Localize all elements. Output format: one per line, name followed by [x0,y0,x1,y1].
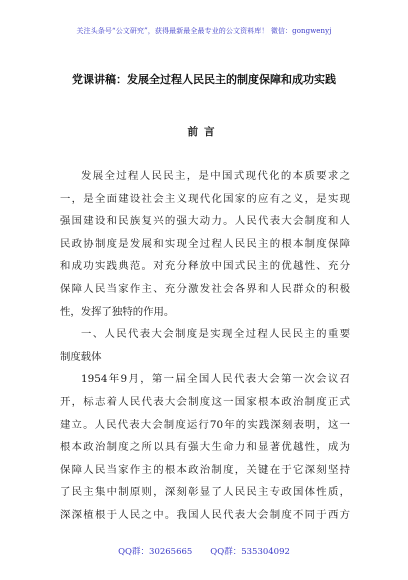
paragraph-line: 了民主集中制原则，深刻彰显了人民民主专政国体性质， [60,486,350,499]
paragraph-line: 发展全过程人民民主，是中国式现代化的本质要求之 [81,170,350,182]
paragraph-line: 开，标志着人民代表大会制度这一国家根本政治制度正式 [60,395,350,408]
subheading-line: 制度载体 [60,350,102,363]
body-text [60,165,350,527]
paragraph-line: 一，是全面建设社会主义现代化国家的应有之义，是实现 [60,192,350,205]
document-title: 党课讲稿：发展全过程人民民主的制度保障和成功实践 [72,73,336,86]
footer [0,545,408,557]
paragraph-line: 保障人民当家作主的根本政治制度，关键在于它深刻坚持 [60,463,350,476]
paragraph-line: 1954年9月，第一届全国人民代表大会第一次会议召 [81,373,350,386]
paragraph-line: 强国建设和民族复兴的强大动力。人民代表大会制度和人 [60,215,350,228]
header-banner: 关注头条号“公文研究”，获得最新最全最专业的公文资料库！ 微信：gongwenyj [76,27,332,35]
paragraph-line: 根本政治制度之所以具有强大生命力和显著优越性，成为 [60,441,350,454]
paragraph-line: 深深植根于人民之中。我国人民代表大会制度不同于西方 [60,508,350,521]
subheading-line: 一、人民代表大会制度是实现全过程人民民主的重要 [81,328,350,341]
footer-qq-group-2: QQ群：535304092 [210,547,290,557]
paragraph-line: 和成功实践典范。对充分释放中国式民主的优越性、充分 [60,260,350,273]
paragraph-line: 保障人民当家作主、充分激发社会各界和人民群众的积极 [60,282,350,295]
section-heading: 前言 [187,126,221,138]
paragraph-line: 性，发挥了独特的作用。 [60,305,175,318]
paragraph-line: 建立。人民代表大会制度运行70年的实践深刻表明，这一 [60,418,350,431]
paragraph-line: 民政协制度是发展和实现全过程人民民主的根本制度保障 [60,237,350,250]
footer-qq-group-1: QQ群：30265665 [118,547,193,557]
